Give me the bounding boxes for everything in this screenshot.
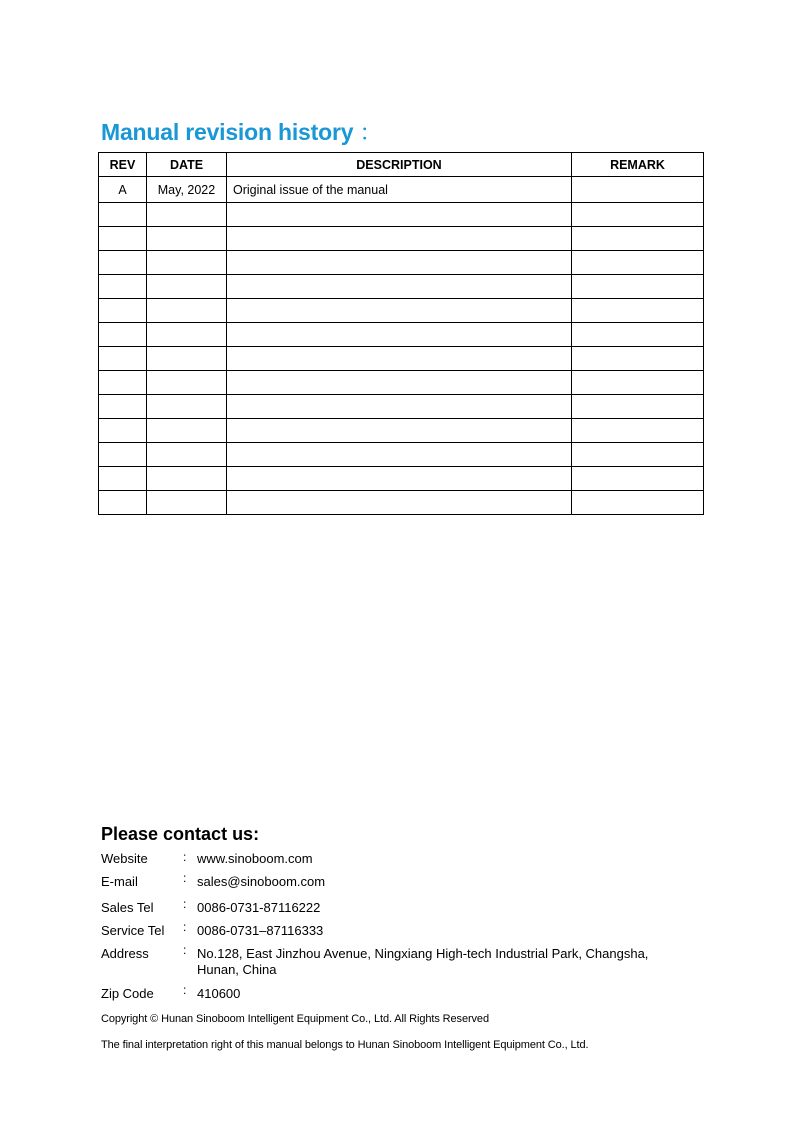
cell-remark xyxy=(572,371,704,395)
cell-remark xyxy=(572,491,704,515)
cell-rev xyxy=(99,419,147,443)
contact-value-address-line2: Hunan, China xyxy=(197,962,277,977)
table-row xyxy=(99,251,704,275)
cell-description xyxy=(227,227,572,251)
cell-rev xyxy=(99,467,147,491)
table-row xyxy=(99,467,704,491)
contact-value-service-tel: 0086-0731–87116333 xyxy=(197,923,324,938)
cell-date xyxy=(147,443,227,467)
cell-description xyxy=(227,419,572,443)
cell-remark xyxy=(572,299,704,323)
cell-rev xyxy=(99,395,147,419)
contact-row-sales-tel xyxy=(101,897,701,916)
cell-date xyxy=(147,275,227,299)
cell-description xyxy=(227,443,572,467)
cell-description xyxy=(227,467,572,491)
column-header-date: DATE xyxy=(147,153,227,177)
revision-history-table xyxy=(98,152,704,515)
cell-description xyxy=(227,491,572,515)
revision-history-title xyxy=(101,114,382,147)
contact-separator: : xyxy=(183,943,187,957)
cell-date xyxy=(147,371,227,395)
table-row xyxy=(99,177,704,203)
cell-date xyxy=(147,491,227,515)
cell-rev xyxy=(99,203,147,227)
revision-history-title-text: Manual revision history xyxy=(101,119,354,145)
cell-date xyxy=(147,323,227,347)
contact-value-address xyxy=(197,946,701,978)
cell-rev xyxy=(99,299,147,323)
cell-rev xyxy=(99,347,147,371)
table-row xyxy=(99,419,704,443)
cell-description xyxy=(227,371,572,395)
table-row xyxy=(99,371,704,395)
contact-separator: : xyxy=(183,871,187,885)
cell-description xyxy=(227,323,572,347)
cell-rev xyxy=(99,443,147,467)
cell-rev xyxy=(99,491,147,515)
cell-date xyxy=(147,227,227,251)
contact-label-service-tel: Service Tel xyxy=(101,923,165,938)
cell-remark xyxy=(572,347,704,371)
contact-value-address-line1: No.128, East Jinzhou Avenue, Ningxiang High-tech Industrial Park, Changsha, xyxy=(197,946,649,961)
cell-rev: A xyxy=(99,177,147,203)
cell-description xyxy=(227,395,572,419)
cell-remark xyxy=(572,203,704,227)
cell-description xyxy=(227,347,572,371)
column-header-description: DESCRIPTION xyxy=(227,153,572,177)
table-row xyxy=(99,203,704,227)
cell-remark xyxy=(572,323,704,347)
contact-heading: Please contact us: xyxy=(101,824,260,844)
contact-separator: : xyxy=(183,850,187,864)
contact-value-zip-code: 410600 xyxy=(197,986,241,1001)
cell-date: May, 2022 xyxy=(147,177,227,203)
table-header-row xyxy=(99,153,704,177)
copyright-notice: Copyright © Hunan Sinoboom Intelligent Equipment Co., Ltd. All Rights Reserved xyxy=(101,1013,489,1025)
cell-remark xyxy=(572,275,704,299)
cell-rev xyxy=(99,251,147,275)
column-header-rev: REV xyxy=(99,153,147,177)
column-header-remark: REMARK xyxy=(572,153,704,177)
contact-label-sales-tel: Sales Tel xyxy=(101,900,154,915)
table-row xyxy=(99,347,704,371)
contact-value-website: www.sinoboom.com xyxy=(197,851,313,866)
table-row xyxy=(99,443,704,467)
table-row xyxy=(99,323,704,347)
table-row xyxy=(99,227,704,251)
cell-remark xyxy=(572,227,704,251)
contact-label-website: Website xyxy=(101,851,148,866)
cell-remark xyxy=(572,177,704,203)
cell-description xyxy=(227,203,572,227)
cell-rev xyxy=(99,275,147,299)
contact-section xyxy=(101,824,701,1002)
cell-description xyxy=(227,275,572,299)
cell-remark xyxy=(572,467,704,491)
contact-label-address: Address xyxy=(101,946,149,961)
cell-date xyxy=(147,347,227,371)
contact-row-email xyxy=(101,871,701,890)
cell-date xyxy=(147,203,227,227)
contact-separator: : xyxy=(183,920,187,934)
cell-remark xyxy=(572,251,704,275)
cell-description xyxy=(227,299,572,323)
cell-remark xyxy=(572,443,704,467)
revision-table-body xyxy=(99,177,704,515)
contact-separator: : xyxy=(183,897,187,911)
contact-row-zip-code xyxy=(101,983,701,1002)
cell-date xyxy=(147,251,227,275)
contact-row-address xyxy=(101,943,701,978)
cell-remark xyxy=(572,395,704,419)
cell-date xyxy=(147,395,227,419)
cell-description: Original issue of the manual xyxy=(227,177,572,203)
revision-history-title-colon: ： xyxy=(359,119,383,145)
cell-date xyxy=(147,299,227,323)
cell-date xyxy=(147,419,227,443)
contact-value-email: sales@sinoboom.com xyxy=(197,874,326,889)
cell-rev xyxy=(99,371,147,395)
contact-row-service-tel xyxy=(101,920,701,939)
cell-remark xyxy=(572,419,704,443)
cell-rev xyxy=(99,227,147,251)
contact-row-website xyxy=(101,851,701,867)
table-row xyxy=(99,275,704,299)
contact-label-zip-code: Zip Code xyxy=(101,986,154,1001)
table-row xyxy=(99,299,704,323)
contact-label-email: E-mail xyxy=(101,874,138,889)
contact-separator: : xyxy=(183,983,187,997)
cell-rev xyxy=(99,323,147,347)
cell-description xyxy=(227,251,572,275)
cell-date xyxy=(147,467,227,491)
interpretation-notice: The final interpretation right of this manual belongs to Hunan Sinoboom Intelligent Equipment Co., Ltd. xyxy=(101,1039,589,1051)
table-row xyxy=(99,491,704,515)
table-row xyxy=(99,395,704,419)
contact-value-sales-tel: 0086-0731-87116222 xyxy=(197,900,321,915)
